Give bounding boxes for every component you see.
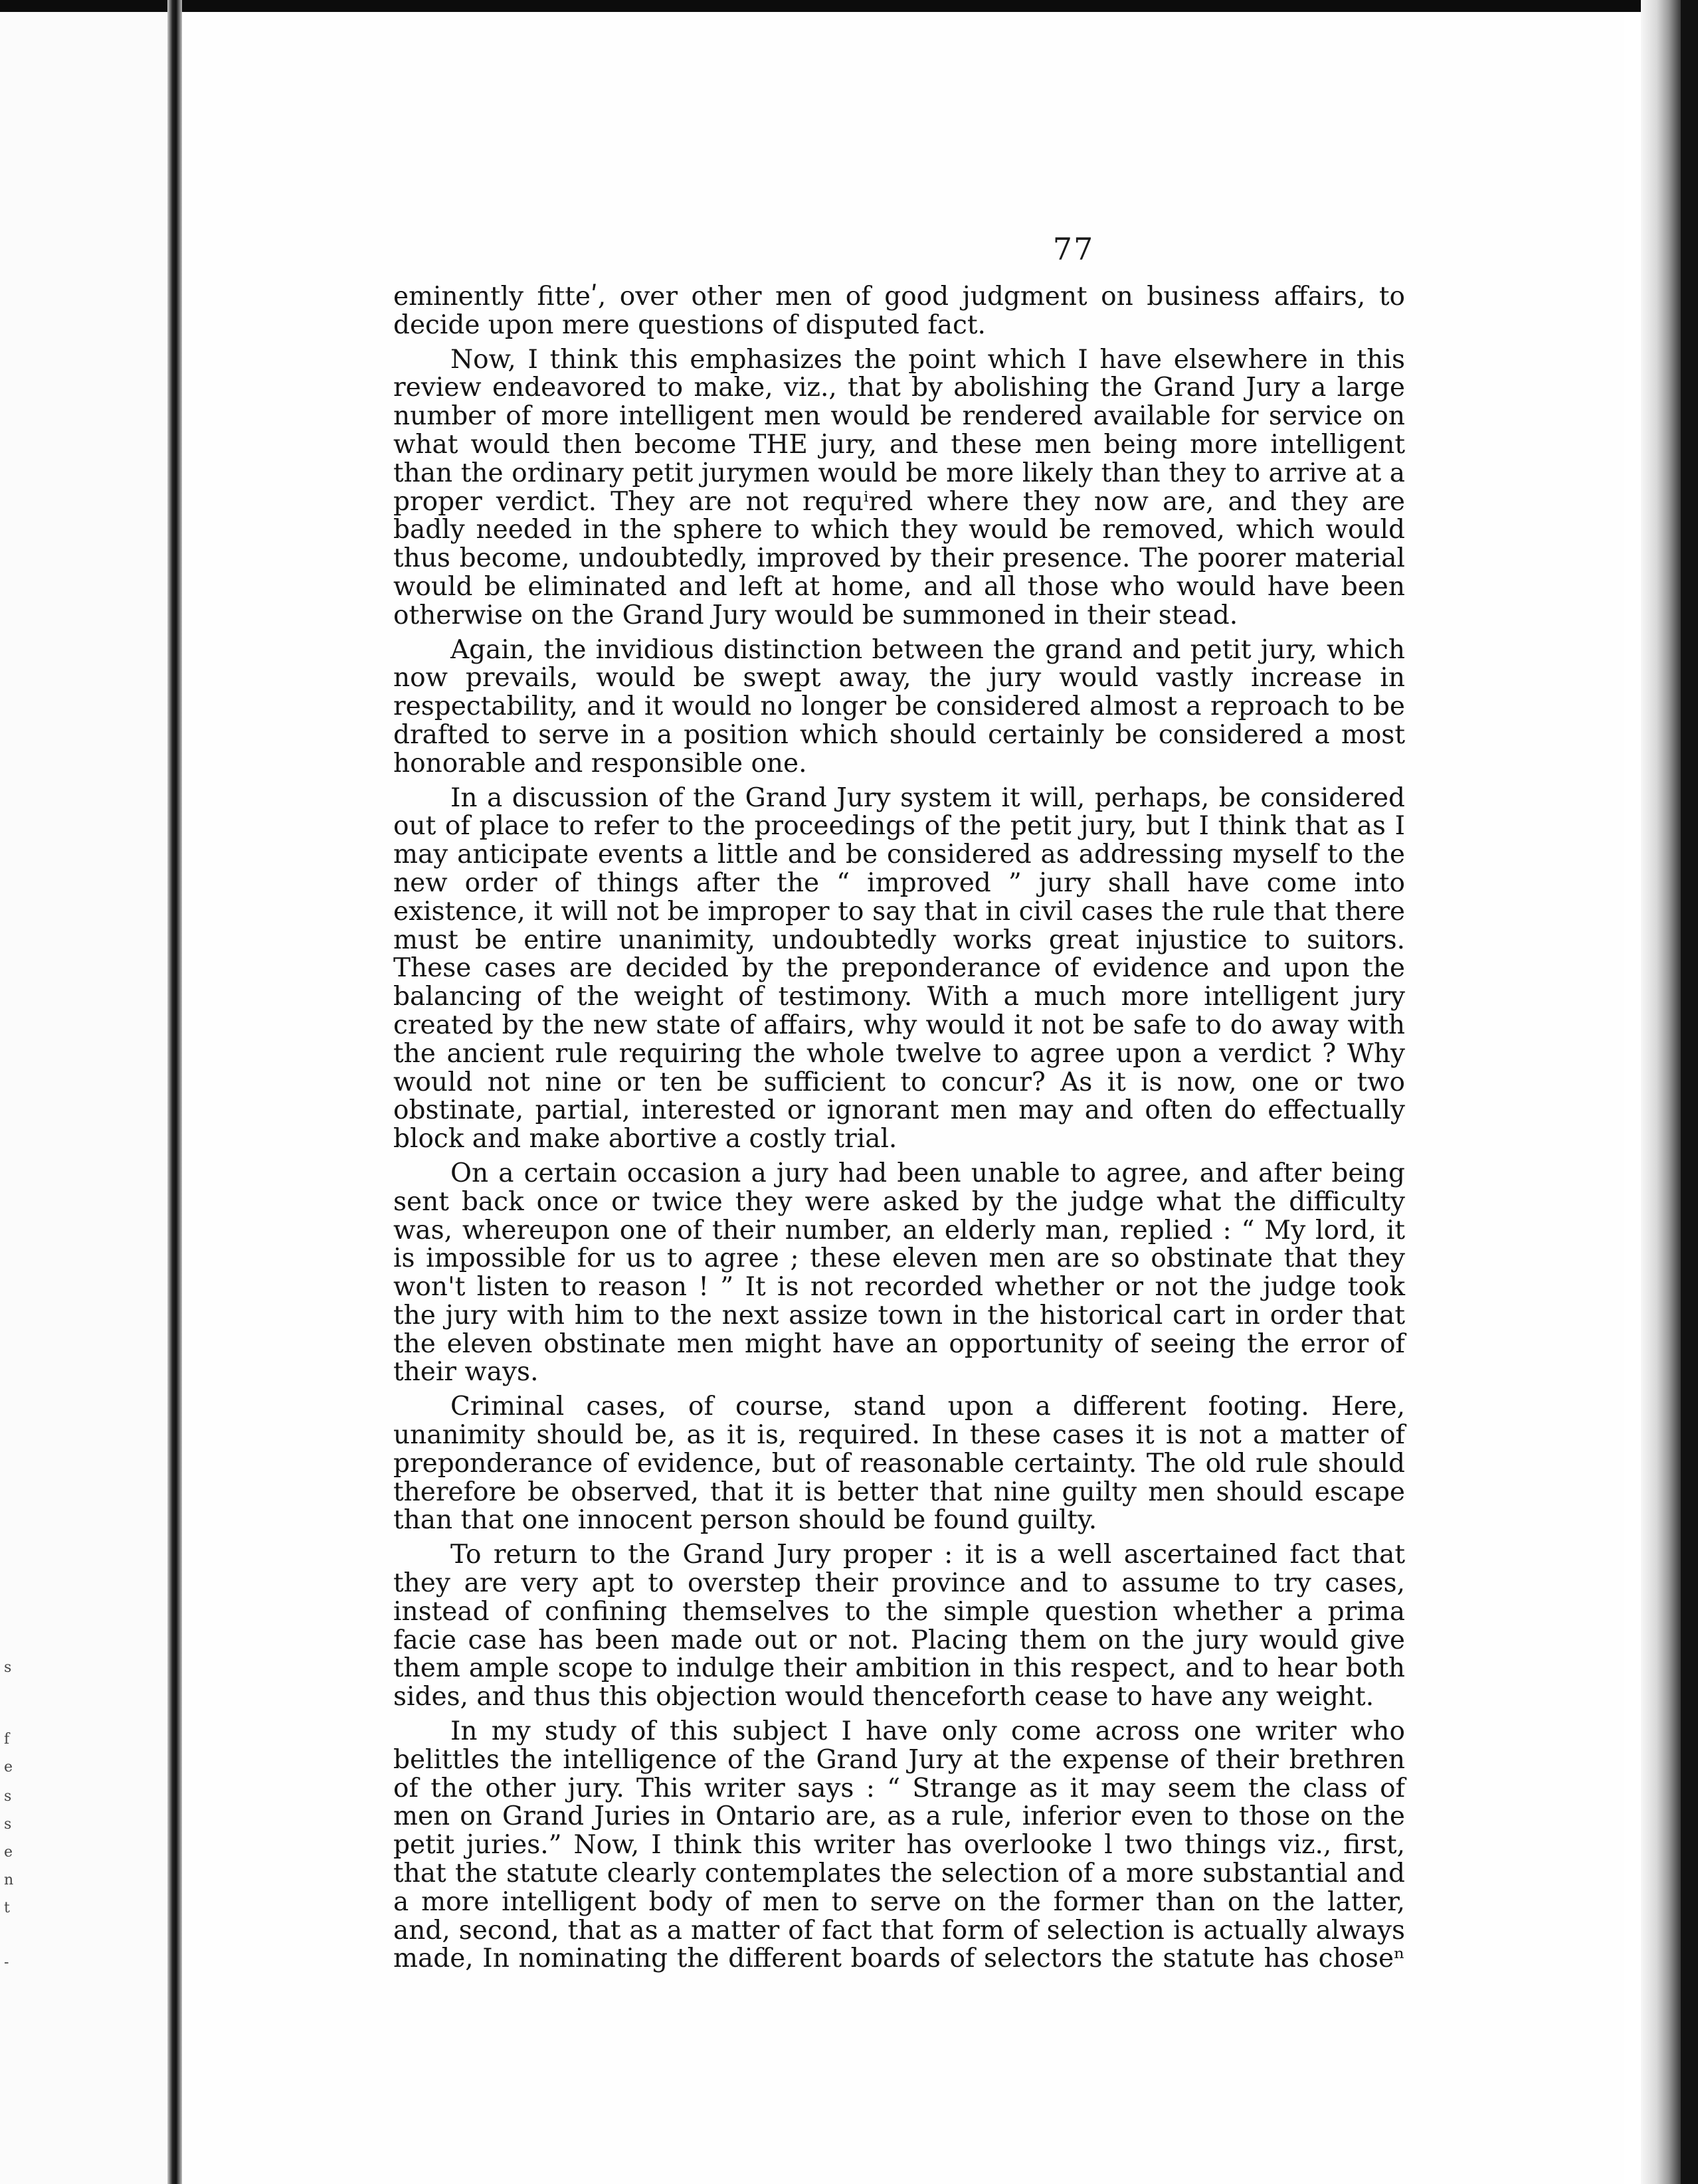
page-number: 77	[1052, 231, 1095, 267]
facing-page-edge	[0, 12, 167, 2184]
margin-fragment: -	[4, 1954, 9, 1971]
margin-fragment: s	[4, 1816, 12, 1833]
scan-top-edge	[0, 0, 1698, 12]
scan-right-edge	[1681, 0, 1698, 2184]
paragraph: On a certain occasion a jury had been unable to agree, and after being sent back once or twice they were asked by the judge what the difficulty was, whereupon one of their number, an elderly man, replied : “ My lord, it is impossible for us to agree ; these eleven men are so obstinate that they won't listen to reason ! ” It is not recorded whether or not the judge took the jury with him to the next assize town in the historical cart in order that the eleven obstinate men might have an opportunity of seeing the error of their ways.	[393, 1158, 1405, 1388]
margin-fragment: n	[4, 1872, 14, 1888]
page-stack-edge	[1641, 0, 1681, 2184]
margin-fragment: e	[4, 1759, 13, 1775]
paragraph: In a discussion of the Grand Jury system it will, perhaps, be considered out of place to refer to the proceedings of the petit jury, but I think that as I may anticipate events a little and be considered as addressing myself to the new order of things after the “ improved ” jury shall have come into existence, it will not be improper to say that in civil cases the rule that there must be entire unanimity, undoubtedly works great injustice to suitors. These cases are decided by the preponderance of evidence and upon the balancing of the weight of testimony. With a much more intelligent jury created by the new state of affairs, why would it not be safe to do away with the ancient rule requiring the whole twelve to agree upon a verdict ? Why would not nine or ten be sufficient to concur? As it is now, one or two obstinate, partial, interested or ignorant men may and often do effectually block and make abortive a costly trial.	[393, 782, 1405, 1154]
paragraph: To return to the Grand Jury proper : it is a well ascertained fact that they are very apt to overstep their province and to assume to try cases, instead of confining themselves to the simple question whether a prima facie case has been made out or not. Placing them on the jury would give them ample scope to indulge their ambition in this respect, and to hear both sides, and thus this objection would thenceforth cease to have any weight.	[393, 1540, 1405, 1712]
paragraph: eminently fitteʹ, over other men of good judgment on business affairs, to decide upon mere questions of disputed fact.	[393, 282, 1405, 340]
margin-fragment: t	[4, 1900, 10, 1916]
paragraph: Again, the invidious distinction between the grand and petit jury, which now prevails, would be swept away, the jury would vastly increase in respectability, and it would no longer be considered almost a reproach to be drafted to serve in a position which should certainly be considered a most honorable and responsible one.	[393, 634, 1405, 778]
paragraph: Criminal cases, of course, stand upon a different footing. Here, unanimity should be, as it is, required. In these cases it is not a matter of preponderance of evidence, but of reasonable certainty. The old rule should therefore be observed, that it is better that nine guilty men should escape than that one innocent person should be found guilty.	[393, 1392, 1405, 1536]
margin-fragment: s	[4, 1788, 12, 1805]
margin-fragment: f	[4, 1731, 10, 1748]
body-text	[393, 283, 1405, 1979]
margin-fragment: e	[4, 1844, 13, 1861]
book-gutter	[167, 0, 182, 2184]
paragraph: In my study of this subject I have only come across one writer who belittles the intelligence of the Grand Jury at the expense of their brethren of the other jury. This writer says : “ Strange as it may seem the class of men on Grand Juries in Ontario are, as a rule, inferior even to those on the petit juries.” Now, I think this writer has overlooke l two things viz., first, that the statute clearly contemplates the selection of a more substantial and a more intelligent body of men to serve on the former than on the latter, and, second, that as a matter of fact that form of selection is actually always made, In nominating the different boards of selectors the statute has choseⁿ	[393, 1716, 1405, 1974]
margin-fragment: s	[4, 1659, 12, 1676]
paragraph: Now, I think this emphasizes the point which I have elsewhere in this review endeavored to make, viz., that by abolishing the Grand Jury a large number of more intelligent men would be rendered available for service on what would then become THE jury, and these men being more intelligent than the ordinary petit jurymen would be more likely than they to arrive at a proper verdict. They are not requⁱred where they now are, and they are badly needed in the sphere to which they would be removed, which would thus become, undoubtedly, improved by their presence. The poorer material would be eliminated and left at home, and all those who would have been otherwise on the Grand Jury would be summoned in their stead.	[393, 344, 1405, 630]
